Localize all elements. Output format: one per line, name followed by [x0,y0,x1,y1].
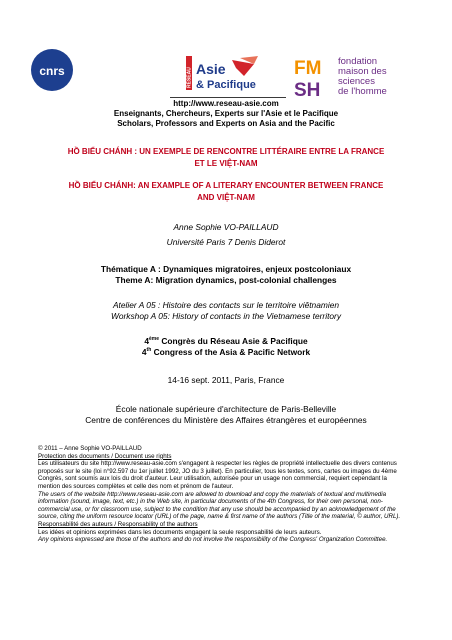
header-rule [170,97,286,98]
fmsh-line1: fondation [338,56,378,67]
fmsh-letters-bottom: SH [294,80,321,100]
title-fr-line1: HỒ BIỂU CHÁNH : UN EXEMPLE DE RENCONTRE LITTÉRAIRE ENTRE LA FRANCE [67,147,385,156]
author-block [0,222,452,248]
fmsh-letters-top: FM [294,58,322,79]
fmsh-logo [292,54,432,100]
workshop-fr: Atelier A 05 : Histoire des contacts sur le territoire viêtnamien [112,300,340,310]
header-block [0,99,452,129]
title-en-line1: HỒ BIỂU CHÁNH: AN EXAMPLE OF A LITERARY ENCOUNTER BETWEEN FRANCE [68,181,384,190]
header-line-fr: Enseignants, Chercheurs, Experts sur l'Asie et le Pacifique [113,109,339,118]
en-responsibility: Any opinions expressed are those of the authors and do not involve the responsibility of the Congress' Organization Committee. [38,536,388,544]
venue-line2: Centre de conférences du Ministère des Affaires étrangères et européennes [85,415,367,425]
congress-block [0,336,452,358]
fmsh-line3: sciences [338,76,375,87]
fr-rights: Les utilisateurs du site http://www.reseau-asie.com s'engagent à respecter les règles de propriété intellectuelle des divers contenus proposés sur le site (loi n°92.597 du 1er juillet 1992, JO du 3 juillet). En particulier, tous les textes, sons, cartes ou images du 4ème Congrès, sont soumis aux lois du droit d'auteur. Leur utilisation, autorisée pour un usage non commercial, requiert cependant la mention des sources complètes et celle des nom et prénom de l'auteur. [38,460,397,490]
author-name: Anne Sophie VO-PAILLAUD [173,222,279,232]
fmsh-line4: de l'homme [338,86,387,97]
header-url[interactable]: http://www.reseau-asie.com [173,99,279,108]
asie-logo-line1: Asie [196,61,226,77]
theme-block [0,264,452,286]
fmsh-line2: maison des [338,66,387,77]
header-line-en: Scholars, Professors and Experts on Asia and the Pacific [117,119,335,128]
title-fr [0,146,452,170]
rights-notice [28,445,408,544]
en-rights: The users of the website http://www.reseau-asie.com are allowed to download and copy the materials of textual and multimedia information (sound, image, text, etc.) in the Web site, in particular documents of the 4th Congress, for their own personal, non-commercial use, or for classroom use, subject to the condition that any use should be accompanied by an acknowledgement of the source, citing the uniform resource locator (URL) of the page, name & first name of the authors (Title of the material, © author, URL). [38,490,401,521]
fr-responsibility: Les idées et opinions exprimées dans les documents engagent la seule responsabilité de leurs auteurs. [38,528,322,536]
theme-fr: Thématique A : Dynamiques migratoires, enjeux postcoloniaux [100,264,352,274]
venue-line1: École nationale supérieure d'architecture de Paris-Belleville [115,404,337,414]
cnrs-logo [30,48,74,92]
workshop-block [0,300,452,322]
logo-bar [0,0,452,100]
workshop-en: Workshop A 05: History of contacts in the Vietnamese territory [110,311,342,321]
congress-fr: 4ème Congrès du Réseau Asie & Pacifique [144,336,308,346]
venue-block [0,404,452,426]
copyright-line: © 2011 – Anne Sophie VO-PAILLAUD [38,445,142,452]
asie-pacifique-logo [184,54,268,94]
event-date: 14-16 sept. 2011, Paris, France [167,375,285,385]
author-affiliation: Université Paris 7 Denis Diderot [166,237,286,247]
title-en [0,180,452,204]
congress-en: 4th Congress of the Asia & Pacific Network [141,347,311,357]
title-en-line2: AND VIỆT-NAM [197,193,255,202]
responsibility-heading: Responsabilité des auteurs / Responsability of the authors [38,520,198,528]
asie-logo-small: RÉSEAU [186,67,193,88]
protection-heading: Protection des documents / Document use rights [38,452,172,460]
title-fr-line2: ET LE VIỆT-NAM [194,159,258,168]
theme-en: Theme A: Migration dynamics, post-colonial challenges [115,275,337,285]
cnrs-logo-text: cnrs [39,64,65,78]
asie-logo-line2: & Pacifique [196,79,256,91]
